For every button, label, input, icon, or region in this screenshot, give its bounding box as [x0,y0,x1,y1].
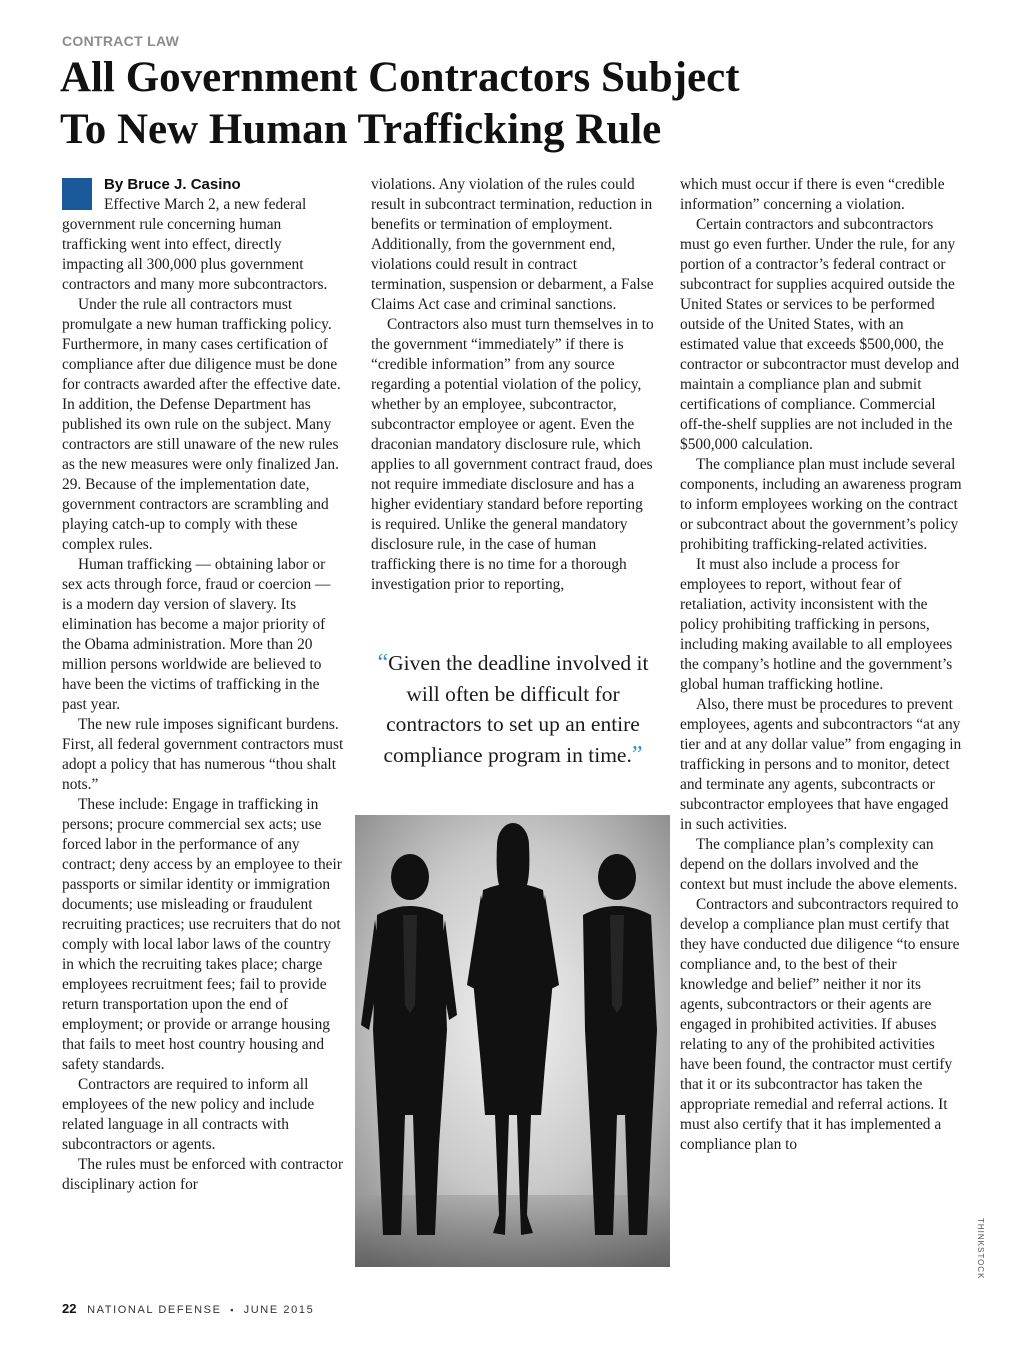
paragraph: Also, there must be procedures to prevent employees, agents and subcontractors “at any tier and at any dollar value” from engaging in trafficking in persons and to monitor, detect and terminate any agents, subcontracts or subcontractor employees that have engaged in such activities. [680,696,962,833]
article-column-2 [371,175,655,595]
article-column-3 [680,175,962,1155]
paragraph: Contractors are required to inform all employees of the new policy and include related language in all contracts with subcontractors or agents. [62,1076,315,1153]
section-kicker: CONTRACT LAW [62,33,180,49]
byline: By Bruce J. Casino [104,176,241,193]
business-people-silhouette-photo [355,815,670,1267]
paragraph: The new rule imposes significant burdens. First, all federal government contractors must adopt a policy that has numerous “thou shalt nots.” [62,716,344,793]
pull-quote-text: Given the deadline involved it will often be difficult for contractors to set up an entire compliance program in time. [383,651,649,767]
page-number: 22 [62,1301,77,1316]
paragraph: The compliance plan’s complexity can depend on the dollars involved and the context but must include the above elements. [680,836,958,893]
issue-date: JUNE 2015 [243,1304,315,1316]
pull-quote [362,648,664,770]
byline-block [62,175,344,295]
open-quote-mark: “ [377,650,389,676]
accent-square-icon [62,178,92,210]
footer-separator: ▪ [230,1305,235,1315]
paragraph: Certain contractors and subcontractors must go even further. Under the rule, for any portion of a contractor’s federal contract or subcontract for supplies acquired outside the United States or services to be performed outside of the United States, with an estimated value that exceeds $500,000, the contractor or subcontractor must develop and maintain a compliance plan and submit certifications of compliance. Commercial off-the-shelf supplies are not included in the $500,000 calculation. [680,216,960,453]
paragraph: It must also include a process for employees to report, without fear of retaliation, activity inconsistent with the policy prohibiting trafficking in persons, including making available to all employees the company’s hotline and the government’s global human trafficking hotline. [680,556,953,693]
headline [60,52,960,156]
paragraph: The rules must be enforced with contractor disciplinary action for [62,1156,343,1193]
paragraph: Under the rule all contractors must promulgate a new human trafficking policy. Furthermore, in many cases certification of compliance after due diligence must be done for contracts awarded after the effective date. In addition, the Defense Department has published its own rule on the subject. Many contractors are still unaware of the new rules as the new measures were only finalized Jan. 29. Because of the implementation date, government contractors are scrambling and playing catch-up to comply with these complex rules. [62,296,341,553]
close-quote-mark: ” [631,741,643,768]
paragraph: which must occur if there is even “credible information” concerning a violation. [680,176,945,213]
paragraph: Human trafficking — obtaining labor or sex acts through force, fraud or coercion — is a modern day version of slavery. Its elimination has become a major priority of the Obama administration. More than 20 million persons worldwide are believed to have been the victims of trafficking in the past year. [62,556,331,713]
photo-credit: THINKSTOCK [976,1218,985,1280]
paragraph: Contractors and subcontractors required to develop a compliance plan must certify that they have conducted due diligence “to ensure compliance and, to the best of their knowledge and belief” neither it nor its agents, subcontractors or their agents are engaged in prohibited activities. If abuses relating to any of the prohibited activities have been found, the contractor must certify that it or its subcontractor has taken the appropriate remedial and referral actions. It must also certify that it has implemented a compliance plan to [680,896,960,1153]
publication-name: NATIONAL DEFENSE [87,1304,222,1316]
page-footer [62,1301,314,1316]
article-column-1 [62,175,344,1195]
paragraph: Contractors also must turn themselves in to the government “immediately” if there is “credible information” from any source regarding a potential violation of the policy, whether by an employee, subcontractor, subcontractor employee or agent. Even the draconian mandatory disclosure rule, which applies to all government contract fraud, does not require immediate disclosure and has a higher evidentiary standard before reporting is required. Unlike the general mandatory disclosure rule, in the case of human trafficking there is no time for a thorough investigation prior to reporting, [371,316,654,593]
headline-line-1: All Government Contractors Subject [60,54,740,101]
paragraph: Effective March 2, a new federal government rule concerning human trafficking went into effect, directly impacting all 300,000 plus government contractors and many more subcontractors. [62,196,328,293]
paragraph: violations. Any violation of the rules could result in subcontract termination, reduction in benefits or termination of employment. Additionally, from the government end, violations could result in contract termination, suspension or debarment, a False Claims Act case and criminal sanctions. [371,176,654,313]
paragraph: The compliance plan must include several components, including an awareness program to inform employees working on the contract or subcontract about the government’s policy prohibiting trafficking-related activities. [680,456,962,553]
paragraph: These include: Engage in trafficking in persons; procure commercial sex acts; use forced labor in the performance of any contract; deny access by an employee to their passports or similar identity or immigration documents; use misleading or fraudulent recruiting practices; use recruiters that do not comply with local labor laws of the country in which the recruiting takes place; charge employees recruitment fees; fail to provide return transportation upon the end of employment; or provide or arrange housing that fails to meet host country housing and safety standards. [62,796,342,1073]
headline-line-2: To New Human Trafficking Rule [60,106,662,153]
